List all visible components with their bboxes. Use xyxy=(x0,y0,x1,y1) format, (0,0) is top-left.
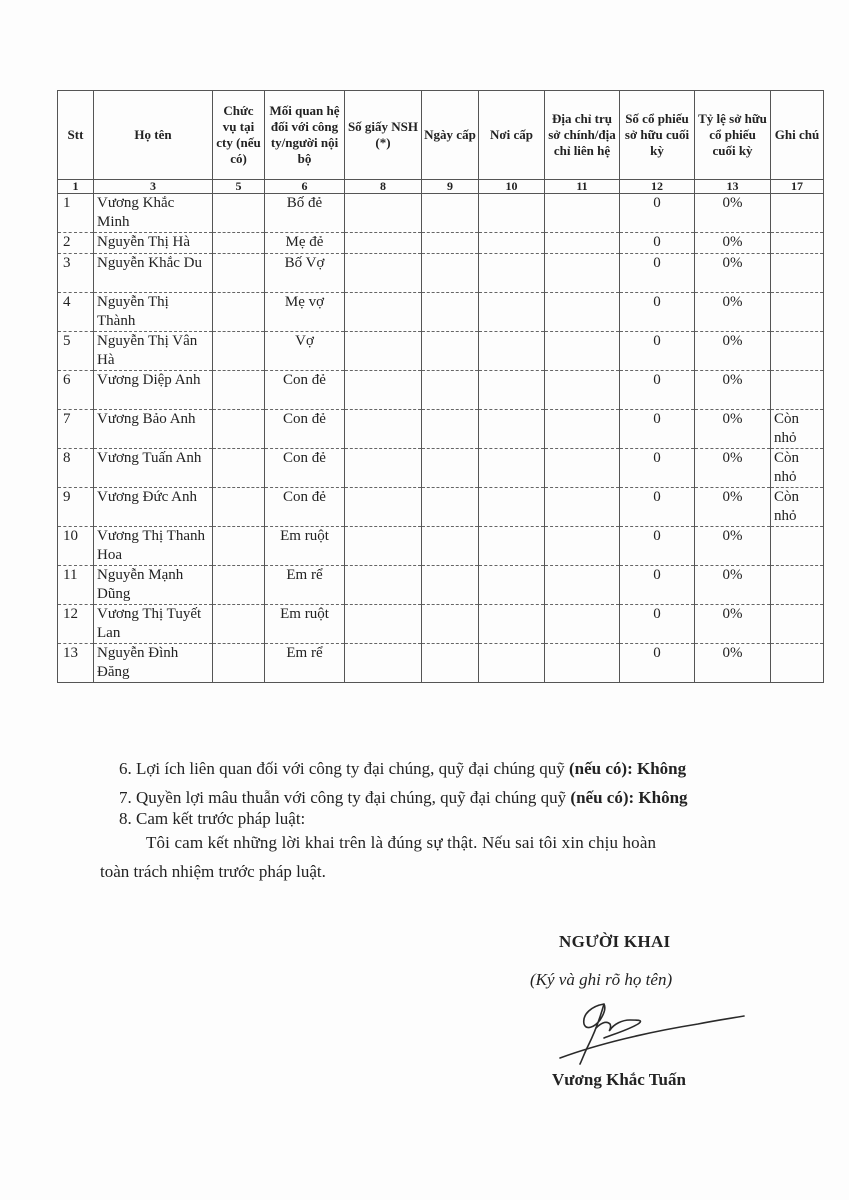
issue-place-cell xyxy=(479,332,545,371)
related-persons-table xyxy=(57,90,824,683)
position-cell xyxy=(213,293,265,332)
note-cell: Còn nhỏ xyxy=(771,410,824,449)
column-header: Ngày cấp xyxy=(422,91,479,180)
note-cell xyxy=(771,605,824,644)
address-cell xyxy=(545,233,620,254)
header-row xyxy=(58,91,824,180)
note-cell xyxy=(771,254,824,293)
address-cell xyxy=(545,488,620,527)
address-cell xyxy=(545,194,620,233)
address-cell xyxy=(545,371,620,410)
column-header: Stt xyxy=(58,91,94,180)
column-number: 10 xyxy=(479,180,545,194)
person-name: Vương Thị Thanh Hoa xyxy=(94,527,213,566)
column-number: 6 xyxy=(265,180,345,194)
item-8-title: 8. Cam kết trước pháp luật: xyxy=(119,809,306,828)
address-cell xyxy=(545,332,620,371)
id-number-cell xyxy=(345,332,422,371)
issue-place-cell xyxy=(479,488,545,527)
address-cell xyxy=(545,566,620,605)
column-number: 9 xyxy=(422,180,479,194)
shares-owned-cell: 0 xyxy=(620,488,695,527)
issue-date-cell xyxy=(422,332,479,371)
table-row xyxy=(58,371,824,410)
column-header: Địa chỉ trụ sở chính/địa chỉ liên hệ xyxy=(545,91,620,180)
person-name: Vương Tuấn Anh xyxy=(94,449,213,488)
item-6-answer: (nếu có): Không xyxy=(569,759,687,778)
shares-owned-cell: 0 xyxy=(620,410,695,449)
issue-place-cell xyxy=(479,194,545,233)
row-number: 3 xyxy=(58,254,94,293)
row-number: 8 xyxy=(58,449,94,488)
table-row xyxy=(58,233,824,254)
ownership-ratio-cell: 0% xyxy=(695,605,771,644)
ownership-ratio-cell: 0% xyxy=(695,410,771,449)
signer-name: Vương Khắc Tuấn xyxy=(552,1070,686,1089)
item-8-line-2: toàn trách nhiệm trước pháp luật. xyxy=(100,862,326,881)
position-cell xyxy=(213,488,265,527)
id-number-cell xyxy=(345,194,422,233)
item-6-interest xyxy=(119,758,686,780)
issue-date-cell xyxy=(422,293,479,332)
handwritten-signature-icon xyxy=(548,998,748,1068)
column-header: Mối quan hệ đối với công ty/người nội bộ xyxy=(265,91,345,180)
address-cell xyxy=(545,293,620,332)
person-name: Vương Khắc Minh xyxy=(94,194,213,233)
id-number-cell xyxy=(345,410,422,449)
column-header: Số giấy NSH (*) xyxy=(345,91,422,180)
row-number: 9 xyxy=(58,488,94,527)
table-row xyxy=(58,566,824,605)
signer-title: NGƯỜI KHAI xyxy=(559,932,671,951)
issue-date-cell xyxy=(422,566,479,605)
shares-owned-cell: 0 xyxy=(620,527,695,566)
id-number-cell xyxy=(345,371,422,410)
position-cell xyxy=(213,410,265,449)
row-number: 12 xyxy=(58,605,94,644)
table-row xyxy=(58,605,824,644)
ownership-ratio-cell: 0% xyxy=(695,566,771,605)
issue-place-cell xyxy=(479,644,545,683)
person-name: Nguyễn Khắc Du xyxy=(94,254,213,293)
position-cell xyxy=(213,449,265,488)
position-cell xyxy=(213,254,265,293)
ownership-ratio-cell: 0% xyxy=(695,449,771,488)
ownership-ratio-cell: 0% xyxy=(695,527,771,566)
issue-place-cell xyxy=(479,293,545,332)
relationship-cell: Vợ xyxy=(265,332,345,371)
id-number-cell xyxy=(345,566,422,605)
issue-date-cell xyxy=(422,644,479,683)
id-number-cell xyxy=(345,449,422,488)
relationship-cell: Con đẻ xyxy=(265,449,345,488)
ownership-ratio-cell: 0% xyxy=(695,194,771,233)
column-header: Nơi cấp xyxy=(479,91,545,180)
note-cell xyxy=(771,371,824,410)
position-cell xyxy=(213,194,265,233)
table-body xyxy=(58,194,824,683)
column-header: Tỷ lệ sở hữu cổ phiếu cuối kỳ xyxy=(695,91,771,180)
column-number: 3 xyxy=(94,180,213,194)
address-cell xyxy=(545,449,620,488)
position-cell xyxy=(213,644,265,683)
shares-owned-cell: 0 xyxy=(620,254,695,293)
id-number-cell xyxy=(345,254,422,293)
shares-owned-cell: 0 xyxy=(620,293,695,332)
note-cell xyxy=(771,293,824,332)
ownership-ratio-cell: 0% xyxy=(695,293,771,332)
position-cell xyxy=(213,527,265,566)
relationship-cell: Em rể xyxy=(265,566,345,605)
issue-date-cell xyxy=(422,449,479,488)
note-cell xyxy=(771,194,824,233)
position-cell xyxy=(213,233,265,254)
issue-date-cell xyxy=(422,254,479,293)
person-name: Nguyễn Thị Hà xyxy=(94,233,213,254)
address-cell xyxy=(545,254,620,293)
item-7-text: 7. Quyền lợi mâu thuẫn với công ty đại chúng, quỹ đại chúng quỹ xyxy=(119,788,571,807)
note-cell xyxy=(771,644,824,683)
table-row xyxy=(58,293,824,332)
row-number: 6 xyxy=(58,371,94,410)
row-number: 5 xyxy=(58,332,94,371)
id-number-cell xyxy=(345,527,422,566)
shares-owned-cell: 0 xyxy=(620,605,695,644)
row-number: 1 xyxy=(58,194,94,233)
shares-owned-cell: 0 xyxy=(620,194,695,233)
shares-owned-cell: 0 xyxy=(620,566,695,605)
relationship-cell: Bố Vợ xyxy=(265,254,345,293)
position-cell xyxy=(213,605,265,644)
issue-date-cell xyxy=(422,371,479,410)
id-number-cell xyxy=(345,293,422,332)
note-cell: Còn nhỏ xyxy=(771,449,824,488)
column-number-row xyxy=(58,180,824,194)
person-name: Vương Đức Anh xyxy=(94,488,213,527)
issue-date-cell xyxy=(422,194,479,233)
issue-place-cell xyxy=(479,566,545,605)
table-row xyxy=(58,410,824,449)
address-cell xyxy=(545,527,620,566)
relationship-cell: Bố đẻ xyxy=(265,194,345,233)
column-number: 13 xyxy=(695,180,771,194)
issue-place-cell xyxy=(479,527,545,566)
person-name: Nguyễn Mạnh Dũng xyxy=(94,566,213,605)
row-number: 11 xyxy=(58,566,94,605)
ownership-ratio-cell: 0% xyxy=(695,488,771,527)
issue-date-cell xyxy=(422,410,479,449)
id-number-cell xyxy=(345,605,422,644)
column-header: Họ tên xyxy=(94,91,213,180)
person-name: Nguyễn Thị Vân Hà xyxy=(94,332,213,371)
note-cell xyxy=(771,332,824,371)
issue-place-cell xyxy=(479,254,545,293)
table-row xyxy=(58,488,824,527)
shares-owned-cell: 0 xyxy=(620,449,695,488)
relationship-cell: Em ruột xyxy=(265,605,345,644)
table-row xyxy=(58,644,824,683)
id-number-cell xyxy=(345,233,422,254)
column-number: 8 xyxy=(345,180,422,194)
position-cell xyxy=(213,566,265,605)
table-row xyxy=(58,527,824,566)
person-name: Vương Diệp Anh xyxy=(94,371,213,410)
row-number: 13 xyxy=(58,644,94,683)
row-number: 10 xyxy=(58,527,94,566)
note-cell: Còn nhỏ xyxy=(771,488,824,527)
issue-place-cell xyxy=(479,449,545,488)
address-cell xyxy=(545,410,620,449)
address-cell xyxy=(545,605,620,644)
relationship-cell: Em ruột xyxy=(265,527,345,566)
item-7-conflict xyxy=(119,787,688,809)
issue-date-cell xyxy=(422,488,479,527)
ownership-ratio-cell: 0% xyxy=(695,233,771,254)
table-row xyxy=(58,449,824,488)
note-cell xyxy=(771,233,824,254)
table-row xyxy=(58,194,824,233)
issue-date-cell xyxy=(422,527,479,566)
note-cell xyxy=(771,566,824,605)
issue-date-cell xyxy=(422,605,479,644)
id-number-cell xyxy=(345,488,422,527)
person-name: Nguyễn Đình Đăng xyxy=(94,644,213,683)
shares-owned-cell: 0 xyxy=(620,371,695,410)
relationship-cell: Con đẻ xyxy=(265,488,345,527)
table-row xyxy=(58,332,824,371)
relationship-cell: Em rể xyxy=(265,644,345,683)
ownership-ratio-cell: 0% xyxy=(695,644,771,683)
relationship-cell: Con đẻ xyxy=(265,410,345,449)
issue-place-cell xyxy=(479,233,545,254)
row-number: 2 xyxy=(58,233,94,254)
item-6-text: 6. Lợi ích liên quan đối với công ty đại chúng, quỹ đại chúng quỹ xyxy=(119,759,569,778)
ownership-ratio-cell: 0% xyxy=(695,332,771,371)
row-number: 7 xyxy=(58,410,94,449)
id-number-cell xyxy=(345,644,422,683)
item-8-line-1: Tôi cam kết những lời khai trên là đúng sự thật. Nếu sai tôi xin chịu hoàn xyxy=(146,833,657,852)
relationship-cell: Con đẻ xyxy=(265,371,345,410)
signer-note: (Ký và ghi rõ họ tên) xyxy=(530,970,673,989)
position-cell xyxy=(213,332,265,371)
column-header: Ghi chú xyxy=(771,91,824,180)
column-number: 11 xyxy=(545,180,620,194)
issue-place-cell xyxy=(479,371,545,410)
issue-place-cell xyxy=(479,605,545,644)
shares-owned-cell: 0 xyxy=(620,233,695,254)
table-row xyxy=(58,254,824,293)
shares-owned-cell: 0 xyxy=(620,332,695,371)
relationship-cell: Mẹ vợ xyxy=(265,293,345,332)
issue-date-cell xyxy=(422,233,479,254)
relationship-cell: Mẹ đẻ xyxy=(265,233,345,254)
person-name: Nguyễn Thị Thành xyxy=(94,293,213,332)
item-7-answer: (nếu có): Không xyxy=(570,788,688,807)
row-number: 4 xyxy=(58,293,94,332)
column-number: 5 xyxy=(213,180,265,194)
person-name: Vương Thị Tuyết Lan xyxy=(94,605,213,644)
issue-place-cell xyxy=(479,410,545,449)
note-cell xyxy=(771,527,824,566)
column-header: Số cổ phiếu sở hữu cuối kỳ xyxy=(620,91,695,180)
column-number: 1 xyxy=(58,180,94,194)
ownership-ratio-cell: 0% xyxy=(695,254,771,293)
ownership-ratio-cell: 0% xyxy=(695,371,771,410)
address-cell xyxy=(545,644,620,683)
column-number: 17 xyxy=(771,180,824,194)
person-name: Vương Bảo Anh xyxy=(94,410,213,449)
shares-owned-cell: 0 xyxy=(620,644,695,683)
column-number: 12 xyxy=(620,180,695,194)
position-cell xyxy=(213,371,265,410)
column-header: Chức vụ tại cty (nếu có) xyxy=(213,91,265,180)
